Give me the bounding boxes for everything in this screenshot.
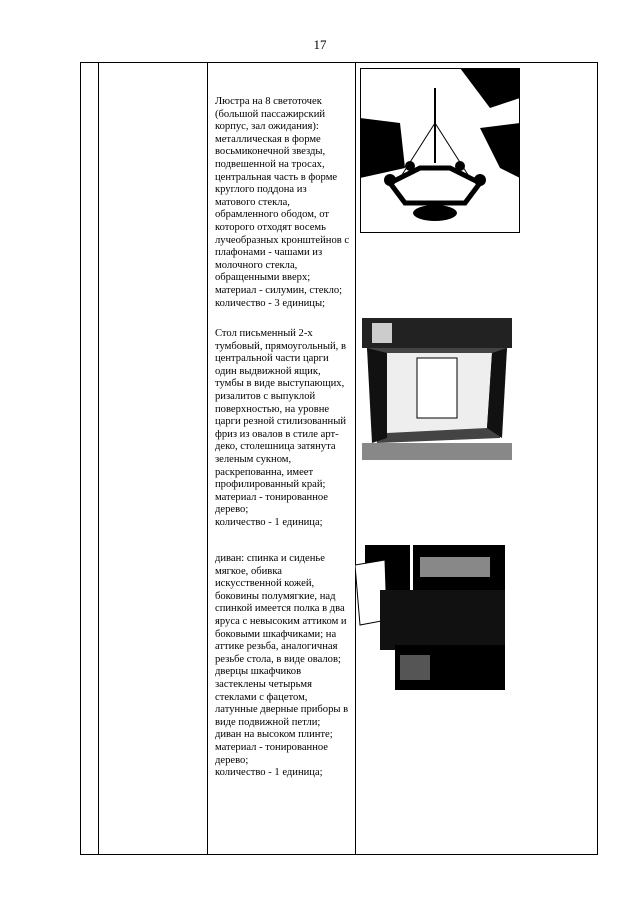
- sofa-photo: [355, 545, 510, 690]
- sofa-description: диван: спинка и сиденье мягкое, обивка искусственной кожей, боковины полумягкие, над спинкой имеется полка в два яруса с невысоким аттиком и боковыми шкафчиками; на аттике резьба, аналогичная резьбе стола, в виде овалов; дверцы шкафчиков застеклены четырьмя стеклами с фацетом, латунные дверные приборы в виде подвижной петли; диван на высоком плинте; материал - тонированное дерево; количество - 1 единица;: [215, 553, 349, 779]
- page-number: 17: [313, 37, 327, 52]
- desk-photo: [362, 318, 512, 460]
- column-divider: [355, 63, 356, 854]
- chandelier-description: Люстра на 8 светоточек (большой пассажирский корпус, зал ожидания): металлическая в форме восьмиконечной звезды, подвешенной на тросах, центральная часть в форме круглого поддона из матового стекла, обрамленного ободом, от которого отходят восемь лучеобразных кронштейнов с плафонами - чашами из молочного стекла, обращенными вверх; материал - силумин, стекло; количество - 3 единицы;: [215, 96, 350, 309]
- desk-description: Стол письменный 2-х тумбовый, прямоугольный, в центральной части царги один выдвижной ящик, тумбы в виде выступающих, ризалитов с выпуклой поверхностью, на уровне царги резной стилизованный фриз из овалов в стиле арт- деко, столешница затянута зеленым сукном, раскрепованна, имеет профилированный край; материал - тонированное дерево; количество - 1 единица;: [215, 328, 346, 528]
- column-divider: [207, 63, 208, 854]
- chandelier-photo: [360, 68, 520, 233]
- column-divider: [98, 63, 99, 854]
